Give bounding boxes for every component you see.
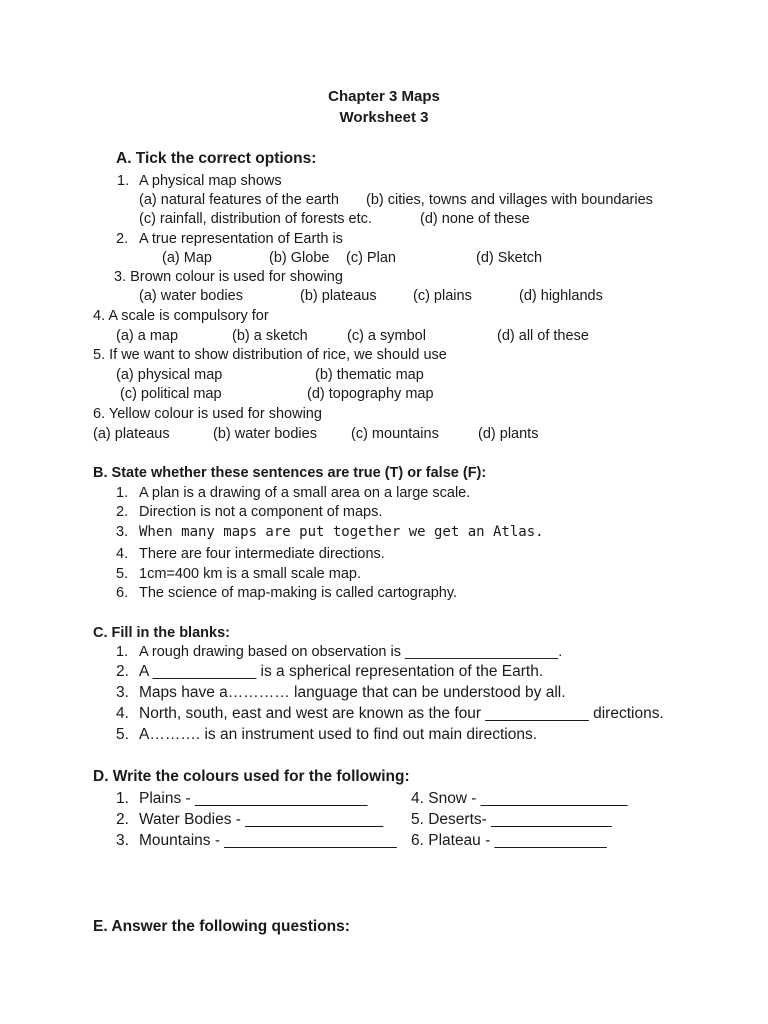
- option-a: (a) a map: [116, 328, 179, 344]
- option-c: (c) plains: [413, 288, 472, 304]
- list-item-number: 2.: [116, 811, 129, 828]
- option-a: (a) water bodies: [139, 288, 243, 304]
- option-d: (d) all of these: [497, 328, 589, 344]
- list-item-number: 3.: [116, 684, 129, 701]
- option-c: (c) Plan: [346, 250, 396, 266]
- option-a: (a) Map: [162, 250, 212, 266]
- list-item-number: 2.: [116, 504, 129, 520]
- list-item: 6. Plateau - _____________: [411, 832, 607, 849]
- list-item: 5. Deserts- ______________: [411, 811, 612, 828]
- list-item: Water Bodies - ________________: [139, 811, 384, 828]
- list-item-number: 3.: [116, 832, 129, 849]
- option-d: (d) none of these: [420, 211, 530, 227]
- option-b: (b) cities, towns and villages with boundaries: [366, 192, 653, 208]
- list-item: Direction is not a component of maps.: [139, 504, 383, 520]
- question-text: 3. Brown colour is used for showing: [114, 269, 343, 285]
- option-c: (c) mountains: [351, 426, 439, 442]
- list-item-number: 1.: [116, 644, 129, 660]
- question-text: 6. Yellow colour is used for showing: [93, 406, 322, 422]
- list-item-number: 5.: [116, 726, 129, 743]
- worksheet-subtitle: Worksheet 3: [339, 109, 429, 126]
- list-item-number: 4.: [116, 705, 129, 722]
- list-item: North, south, east and west are known as the four ____________ directions.: [139, 705, 664, 722]
- option-a: (a) plateaus: [93, 426, 170, 442]
- option-d: (d) highlands: [519, 288, 603, 304]
- section-a-heading: A. Tick the correct options:: [116, 150, 317, 167]
- option-c: (c) rainfall, distribution of forests etc.: [139, 211, 372, 227]
- list-item: A ____________ is a spherical representation of the Earth.: [139, 663, 544, 680]
- list-item: A………. is an instrument used to find out main directions.: [139, 726, 538, 743]
- question-number: 2.: [116, 231, 129, 247]
- list-item-number: 4.: [116, 546, 129, 562]
- section-d-heading: D. Write the colours used for the following:: [93, 768, 410, 785]
- option-b: (b) thematic map: [315, 367, 424, 383]
- list-item-number: 1.: [116, 485, 129, 501]
- list-item-number: 5.: [116, 566, 129, 582]
- option-b: (b) a sketch: [232, 328, 308, 344]
- list-item: The science of map-making is called cartography.: [139, 585, 458, 601]
- list-item: 1cm=400 km is a small scale map.: [139, 566, 362, 582]
- option-b: (b) plateaus: [300, 288, 377, 304]
- list-item: A plan is a drawing of a small area on a large scale.: [139, 485, 471, 501]
- list-item: There are four intermediate directions.: [139, 546, 385, 562]
- list-item: A rough drawing based on observation is ___________________.: [139, 644, 563, 660]
- list-item: Plains - ____________________: [139, 790, 368, 807]
- option-d: (d) topography map: [307, 386, 434, 402]
- question-text: 4. A scale is compulsory for: [93, 308, 269, 324]
- list-item-number: 1.: [116, 790, 129, 807]
- option-b: (b) Globe: [269, 250, 330, 266]
- question-text: A physical map shows: [139, 173, 282, 189]
- option-b: (b) water bodies: [213, 426, 317, 442]
- question-text: A true representation of Earth is: [139, 231, 343, 247]
- list-item: Mountains - ____________________: [139, 832, 397, 849]
- list-item-number: 6.: [116, 585, 129, 601]
- option-a: (a) physical map: [116, 367, 223, 383]
- option-c: (c) political map: [120, 386, 222, 402]
- option-d: (d) Sketch: [476, 250, 543, 266]
- option-c: (c) a symbol: [347, 328, 426, 344]
- section-e-heading: E. Answer the following questions:: [93, 918, 350, 935]
- list-item-number: 2.: [116, 663, 129, 680]
- option-a: (a) natural features of the earth: [139, 192, 339, 208]
- list-item: Maps have a………… language that can be understood by all.: [139, 684, 566, 701]
- list-item-number: 3.: [116, 524, 129, 540]
- question-number: 1.: [117, 173, 130, 189]
- worksheet-title: Chapter 3 Maps: [328, 88, 440, 105]
- question-text: 5. If we want to show distribution of rice, we should use: [93, 347, 447, 363]
- section-c-heading: C. Fill in the blanks:: [93, 625, 230, 641]
- list-item: 4. Snow - _________________: [411, 790, 628, 807]
- option-d: (d) plants: [478, 426, 539, 442]
- section-b-heading: B. State whether these sentences are true (T) or false (F):: [93, 465, 487, 481]
- list-item: When many maps are put together we get an Atlas.: [139, 524, 544, 540]
